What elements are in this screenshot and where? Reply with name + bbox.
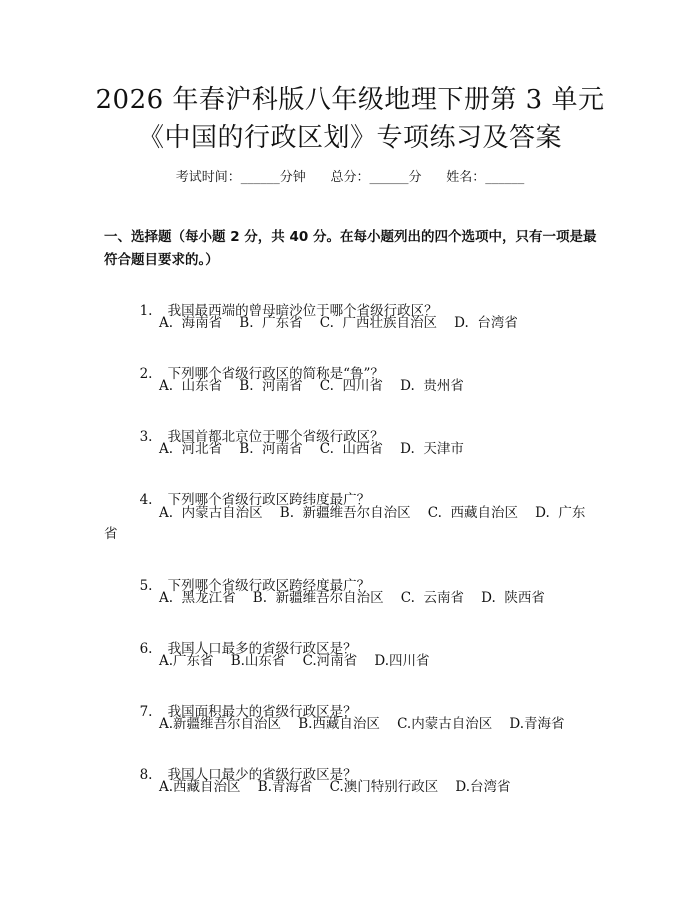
question-text: 我国首都北京位于哪个省级行政区？ <box>167 429 384 445</box>
question-3-options: A. 河北省 B. 河南省 C. 山西省 D. 天津市 <box>159 441 464 457</box>
question-4-options: A. 内蒙古自治区 B. 新疆维吾尔自治区 C. 西藏自治区 D. 广东 <box>159 505 586 521</box>
title-line-1: 2026 年春沪科版八年级地理下册第 3 单元 <box>95 85 605 115</box>
question-text: 下列哪个省级行政区跨经度最广？ <box>167 578 371 594</box>
question-text: 我国人口最少的省级行政区是？ <box>167 767 357 783</box>
question-1-options: A. 海南省 B. 广东省 C. 广西壮族自治区 D. 台湾省 <box>159 315 518 331</box>
question-number: 2. <box>139 366 153 382</box>
question-6-options: A.广东省 B.山东省 C.河南省 D.四川省 <box>159 653 430 669</box>
question-8-options: A.西藏自治区 B.青海省 C.澳门特别行政区 D.台湾省 <box>159 779 511 795</box>
question-text: 我国最西端的曾母暗沙位于哪个省级行政区？ <box>167 303 438 319</box>
question-2-options: A. 山东省 B. 河南省 C. 四川省 D. 贵州省 <box>159 378 464 394</box>
question-number: 5. <box>139 578 153 594</box>
question-4-options-continued: 省 <box>104 526 118 542</box>
question-number: 1. <box>139 303 153 319</box>
question-text: 下列哪个省级行政区跨纬度最广？ <box>167 492 371 508</box>
exam-info: 考试时间：______分钟 总分：______分 姓名：______ <box>175 170 525 185</box>
question-5-options: A. 黑龙江省 B. 新疆维吾尔自治区 C. 云南省 D. 陕西省 <box>159 590 545 606</box>
title-line-2: 《中国的行政区划》专项练习及答案 <box>137 123 562 153</box>
question-text: 我国人口最多的省级行政区是？ <box>167 641 357 657</box>
question-text: 我国面积最大的省级行政区是？ <box>167 704 357 720</box>
section-heading: 一、选择题（每小题 2 分，共 40 分。在每小题列出的四个选项中，只有一项是最符合题目要求的。） <box>104 229 597 268</box>
question-number: 4. <box>139 492 153 508</box>
question-text: 下列哪个省级行政区的简称是“鲁”？ <box>167 366 384 382</box>
question-number: 8. <box>139 767 153 783</box>
question-number: 6. <box>139 641 153 657</box>
question-number: 3. <box>139 429 153 445</box>
question-7-options: A.新疆维吾尔自治区 B.西藏自治区 C.内蒙古自治区 D.青海省 <box>159 716 565 732</box>
question-number: 7. <box>139 704 153 720</box>
